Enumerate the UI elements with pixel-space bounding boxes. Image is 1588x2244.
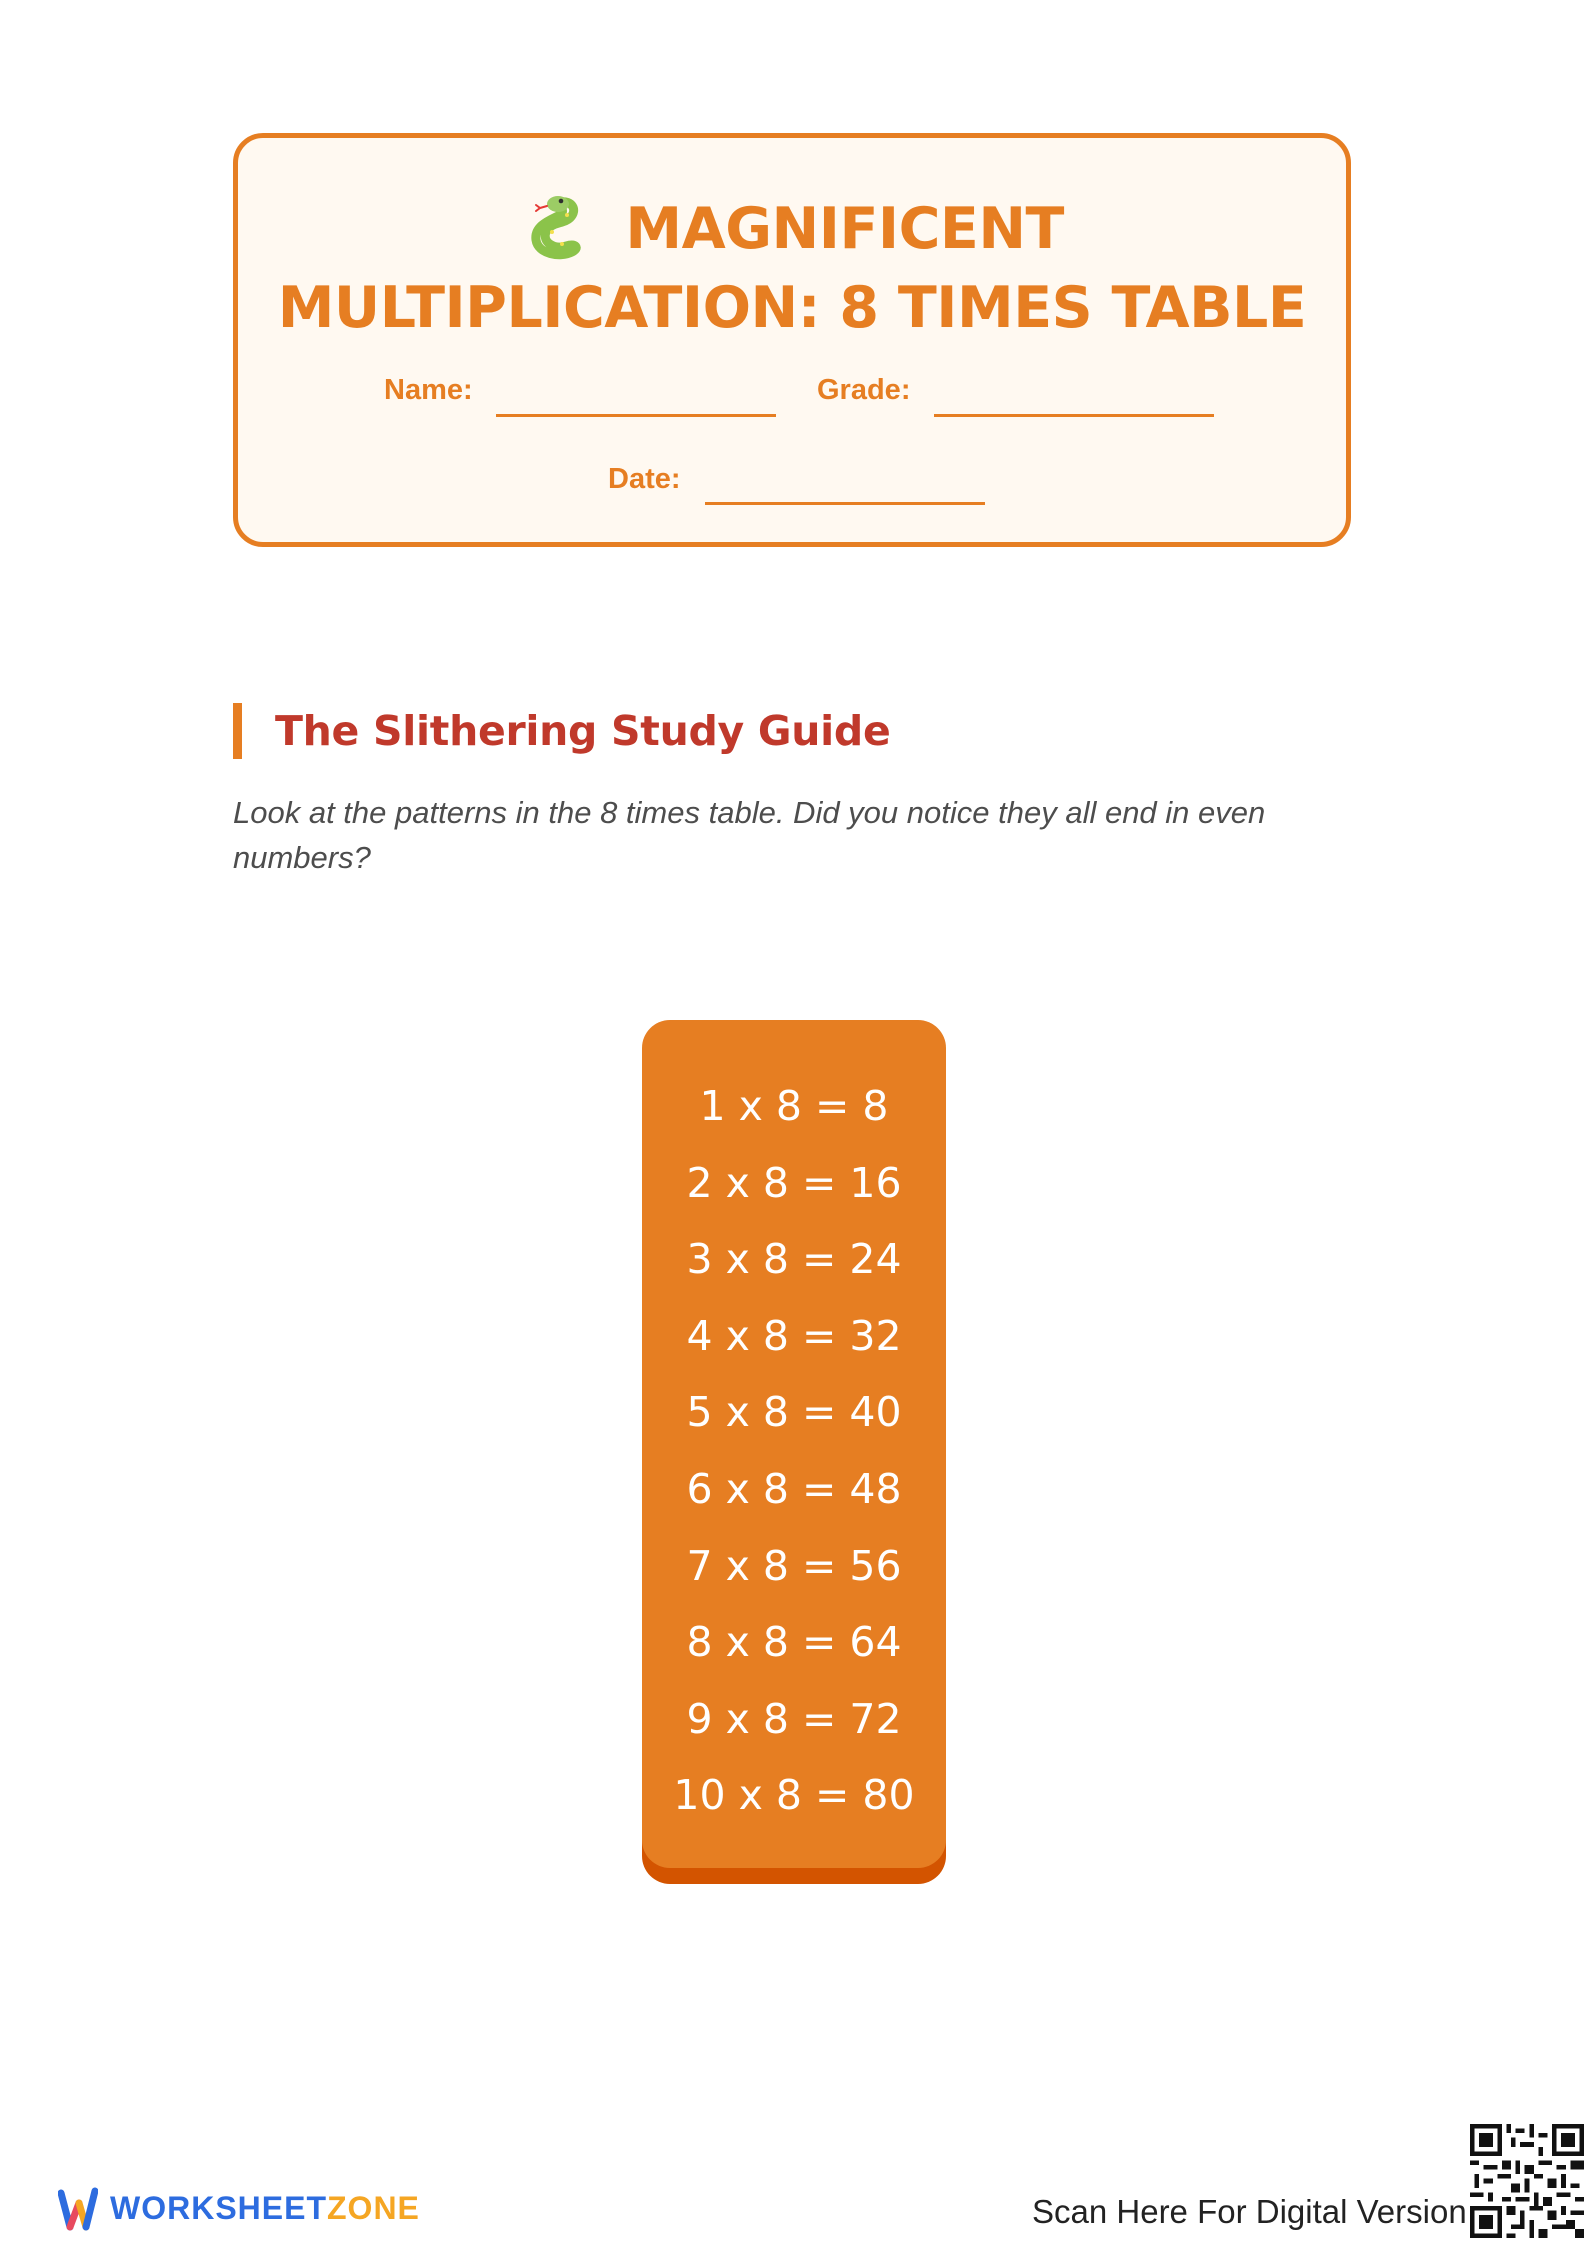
section-accent-bar	[233, 703, 242, 759]
times-table-row: 2 x 8 = 16	[686, 1158, 902, 1207]
worksheetzone-logo-icon[interactable]	[58, 2183, 98, 2237]
times-table-row: 8 x 8 = 64	[686, 1618, 902, 1667]
name-label: Name:	[384, 374, 473, 406]
date-label: Date:	[608, 463, 681, 495]
title-line-2: MULTIPLICATION: 8 TIMES TABLE	[277, 275, 1307, 341]
times-table-row: 3 x 8 = 24	[686, 1235, 902, 1284]
grade-field[interactable]	[934, 414, 1214, 417]
title-line-1: MAGNIFICENT	[625, 196, 1064, 262]
brand-part-2: ZONE	[327, 2190, 420, 2226]
brand-name[interactable]	[110, 2190, 420, 2227]
times-table-row: 4 x 8 = 32	[686, 1311, 902, 1360]
qr-code-icon[interactable]	[1470, 2124, 1584, 2238]
worksheet-header	[233, 133, 1351, 547]
times-table-row: 7 x 8 = 56	[686, 1541, 902, 1590]
times-table-card	[642, 1020, 946, 1868]
instructions-text: Look at the patterns in the 8 times table. Did you notice they all end in even numbers?	[233, 795, 1266, 875]
grade-label: Grade:	[817, 374, 911, 406]
snake-icon	[520, 196, 625, 262]
times-table-list	[642, 1068, 946, 1834]
worksheet-title	[238, 188, 1346, 348]
date-field[interactable]	[705, 502, 985, 505]
section-title: The Slithering Study Guide	[275, 707, 891, 755]
brand-part-1: WORKSHEET	[110, 2190, 327, 2226]
times-table-row: 10 x 8 = 80	[673, 1771, 915, 1820]
times-table-row: 5 x 8 = 40	[686, 1388, 902, 1437]
scan-instruction: Scan Here For Digital Version	[1032, 2193, 1467, 2230]
name-field[interactable]	[496, 414, 776, 417]
times-table-row: 1 x 8 = 8	[699, 1082, 889, 1130]
times-table-row: 6 x 8 = 48	[686, 1464, 902, 1513]
times-table-row: 9 x 8 = 72	[686, 1694, 902, 1743]
